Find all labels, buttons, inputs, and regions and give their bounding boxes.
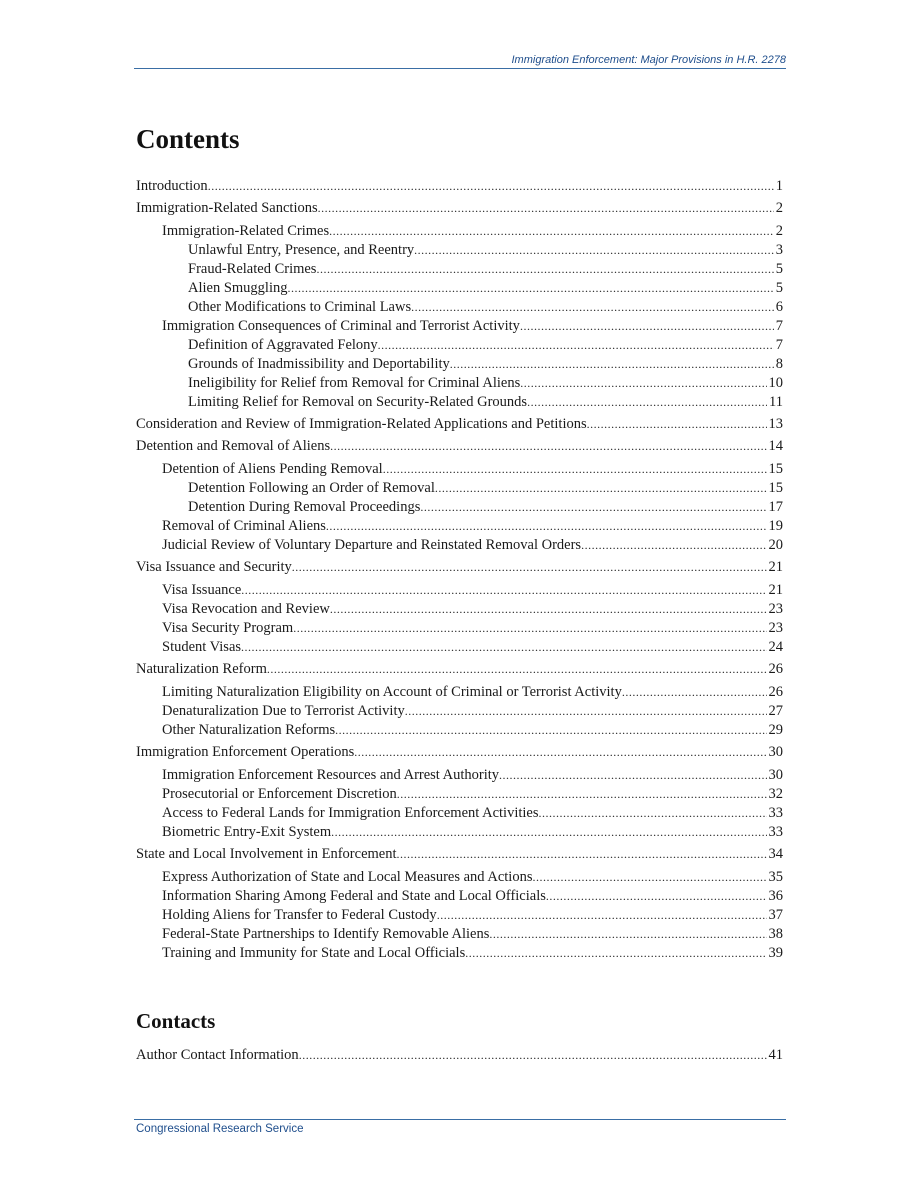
toc-entry-page: 14 [768,438,783,454]
contacts-list [136,1046,783,1065]
toc-entry[interactable] [136,702,783,721]
toc-entry[interactable] [136,222,783,241]
toc-entry-page: 23 [768,601,783,617]
toc-entry[interactable] [136,536,783,555]
toc-entry-page: 33 [768,824,783,840]
contacts-heading: Contacts [136,1009,216,1033]
toc-entry-title: Limiting Naturalization Eligibility on Account of Criminal or Terrorist Activity [162,684,622,700]
dot-leader [397,845,767,864]
dot-leader [383,460,767,479]
dot-leader [435,479,767,498]
toc-entry[interactable] [136,460,783,479]
dot-leader [527,393,767,412]
running-footer: Congressional Research Service [136,1123,304,1135]
toc-entry-page: 10 [768,375,783,391]
dot-leader [299,1046,767,1065]
dot-leader [335,721,766,740]
toc-entry[interactable] [136,619,783,638]
dot-leader [587,415,767,434]
toc-entry[interactable] [136,906,783,925]
dot-leader [354,743,766,762]
toc-entry-page: 39 [768,945,783,961]
toc-entry[interactable] [136,355,783,374]
toc-entry-page: 7 [775,318,783,334]
dot-leader [520,374,766,393]
toc-entry-title: Immigration Consequences of Criminal and Terrorist Activity [162,318,520,334]
dot-leader [437,906,767,925]
toc-entry-page: 21 [768,559,783,575]
dot-leader [405,702,767,721]
dot-leader [532,868,766,887]
dot-leader [330,437,766,456]
toc-entry-title: Removal of Criminal Aliens [162,518,326,534]
dot-leader [292,558,767,577]
toc-entry-title: Detention and Removal of Aliens [136,438,331,454]
toc-entry-page: 21 [768,582,783,598]
toc-entry[interactable] [136,743,783,762]
dot-leader [581,536,766,555]
toc-entry-title: Detention During Removal Proceedings [188,499,421,515]
dot-leader [465,944,766,963]
dot-leader [330,600,767,619]
dot-leader [326,517,767,536]
dot-leader [414,241,774,260]
table-of-contents [136,177,783,963]
toc-entry-title: Express Authorization of State and Local Measures and Actions [162,869,533,885]
toc-entry-page: 3 [775,242,783,258]
toc-entry-title: Access to Federal Lands for Immigration Enforcement Activities [162,805,539,821]
toc-entry-title: State and Local Involvement in Enforcement [136,846,397,862]
toc-entry-title: Visa Security Program [162,620,294,636]
toc-entry-page: 5 [775,280,783,296]
toc-entry-title: Training and Immunity for State and Local Officials [162,945,466,961]
dot-leader [208,177,774,196]
toc-entry-page: 15 [768,461,783,477]
toc-entry-title: Visa Issuance [162,582,242,598]
toc-entry[interactable] [136,479,783,498]
toc-entry-page: 23 [768,620,783,636]
toc-entry[interactable] [136,177,783,196]
toc-entry-title: Visa Revocation and Review [162,601,330,617]
toc-entry-title: Immigration Enforcement Operations [136,744,355,760]
dot-leader [288,279,774,298]
running-header: Immigration Enforcement: Major Provisions in H.R. 2278 [511,54,786,66]
dot-leader [329,222,774,241]
contents-heading: Contents [136,124,240,154]
toc-entry[interactable] [136,581,783,600]
toc-entry-page: 2 [775,223,783,239]
toc-entry-title: Visa Issuance and Security [136,559,292,575]
toc-entry-title: Holding Aliens for Transfer to Federal Custody [162,907,437,923]
toc-entry-page: 13 [768,416,783,432]
toc-entry-title: Detention of Aliens Pending Removal [162,461,383,477]
dot-leader [450,355,774,374]
toc-entry[interactable] [136,683,783,702]
dot-leader [411,298,774,317]
toc-entry-page: 20 [768,537,783,553]
toc-entry[interactable] [136,199,783,218]
toc-entry[interactable] [136,374,783,393]
toc-entry[interactable] [136,437,783,456]
toc-entry-page: 37 [768,907,783,923]
toc-entry[interactable] [136,887,783,906]
toc-entry[interactable] [136,517,783,536]
toc-entry[interactable] [136,260,783,279]
toc-entry-title: Other Modifications to Criminal Laws [188,299,412,315]
toc-entry-page: 7 [775,337,783,353]
toc-entry-title: Federal-State Partnerships to Identify Removable Aliens [162,926,490,942]
toc-entry-page: 33 [768,805,783,821]
dot-leader [378,336,774,355]
toc-entry-title: Student Visas [162,639,242,655]
toc-entry-page: 5 [775,261,783,277]
toc-entry-title: Detention Following an Order of Removal [188,480,435,496]
dot-leader [489,925,766,944]
toc-entry[interactable] [136,317,783,336]
toc-entry-title: Naturalization Reform [136,661,267,677]
toc-entry-title: Judicial Review of Voluntary Departure and Reinstated Removal Orders [162,537,582,553]
toc-entry-title: Limiting Relief for Removal on Security-Related Grounds [188,394,528,410]
toc-entry[interactable] [136,600,783,619]
toc-entry[interactable] [136,804,783,823]
dot-leader [397,785,767,804]
toc-entry-page: 35 [768,869,783,885]
toc-entry-title: Grounds of Inadmissibility and Deportability [188,356,450,372]
toc-entry-title: Immigration Enforcement Resources and Arrest Authority [162,767,500,783]
dot-leader [318,199,774,218]
toc-entry-page: 38 [768,926,783,942]
dot-leader [538,804,766,823]
toc-entry-page: 34 [768,846,783,862]
toc-entry-page: 24 [768,639,783,655]
toc-entry[interactable] [136,415,783,434]
toc-entry[interactable] [136,336,783,355]
toc-entry-title: Consideration and Review of Immigration-Related Applications and Petitions [136,416,587,432]
dot-leader [267,660,767,679]
toc-entry-page: 26 [768,661,783,677]
toc-entry-title: Denaturalization Due to Terrorist Activity [162,703,405,719]
dot-leader [316,260,773,279]
toc-entry-page: 8 [775,356,783,372]
toc-entry[interactable] [136,845,783,864]
dot-leader [520,317,774,336]
toc-entry-title: Ineligibility for Relief from Removal for Criminal Aliens [188,375,521,391]
toc-entry[interactable] [136,558,783,577]
toc-entry[interactable] [136,660,783,679]
toc-entry[interactable] [136,925,783,944]
toc-entry-page: 32 [768,786,783,802]
dot-leader [293,619,766,638]
dot-leader [622,683,767,702]
toc-entry-page: 36 [768,888,783,904]
toc-entry[interactable] [136,868,783,887]
toc-entry-title: Prosecutorial or Enforcement Discretion [162,786,397,802]
toc-entry-page: 1 [775,178,783,194]
toc-entry-page: 2 [775,200,783,216]
toc-entry-title: Unlawful Entry, Presence, and Reentry [188,242,415,258]
toc-entry-page: 17 [768,499,783,515]
toc-entry-page: 15 [768,480,783,496]
footer-rule [134,1119,786,1120]
toc-entry[interactable] [136,785,783,804]
toc-entry[interactable] [136,393,783,412]
toc-entry-title: Immigration-Related Crimes [162,223,330,239]
toc-entry[interactable] [136,279,783,298]
toc-entry-title: Fraud-Related Crimes [188,261,317,277]
toc-entry-title: Introduction [136,178,208,194]
toc-entry[interactable] [136,944,783,963]
dot-leader [241,638,766,657]
toc-entry[interactable] [136,721,783,740]
toc-entry-title: Author Contact Information [136,1047,299,1063]
toc-entry[interactable] [136,638,783,657]
toc-entry-title: Definition of Aggravated Felony [188,337,378,353]
dot-leader [546,887,767,906]
toc-entry-title: Immigration-Related Sanctions [136,200,318,216]
toc-entry-title: Information Sharing Among Federal and State and Local Officials [162,888,546,904]
toc-entry[interactable] [136,1046,783,1065]
toc-entry-page: 29 [768,722,783,738]
toc-entry-page: 30 [768,767,783,783]
toc-entry-page: 26 [768,684,783,700]
dot-leader [420,498,766,517]
toc-entry-title: Alien Smuggling [188,280,288,296]
toc-entry-page: 30 [768,744,783,760]
dot-leader [499,766,766,785]
header-rule [134,68,786,69]
toc-entry[interactable] [136,766,783,785]
dot-leader [241,581,766,600]
toc-entry-page: 27 [768,703,783,719]
toc-entry-page: 41 [768,1047,783,1063]
toc-entry[interactable] [136,823,783,842]
toc-entry[interactable] [136,298,783,317]
dot-leader [331,823,766,842]
toc-entry-page: 6 [775,299,783,315]
toc-entry-page: 11 [769,394,783,410]
toc-entry-title: Other Naturalization Reforms [162,722,336,738]
toc-entry-page: 19 [768,518,783,534]
toc-entry[interactable] [136,498,783,517]
toc-entry[interactable] [136,241,783,260]
toc-entry-title: Biometric Entry-Exit System [162,824,332,840]
